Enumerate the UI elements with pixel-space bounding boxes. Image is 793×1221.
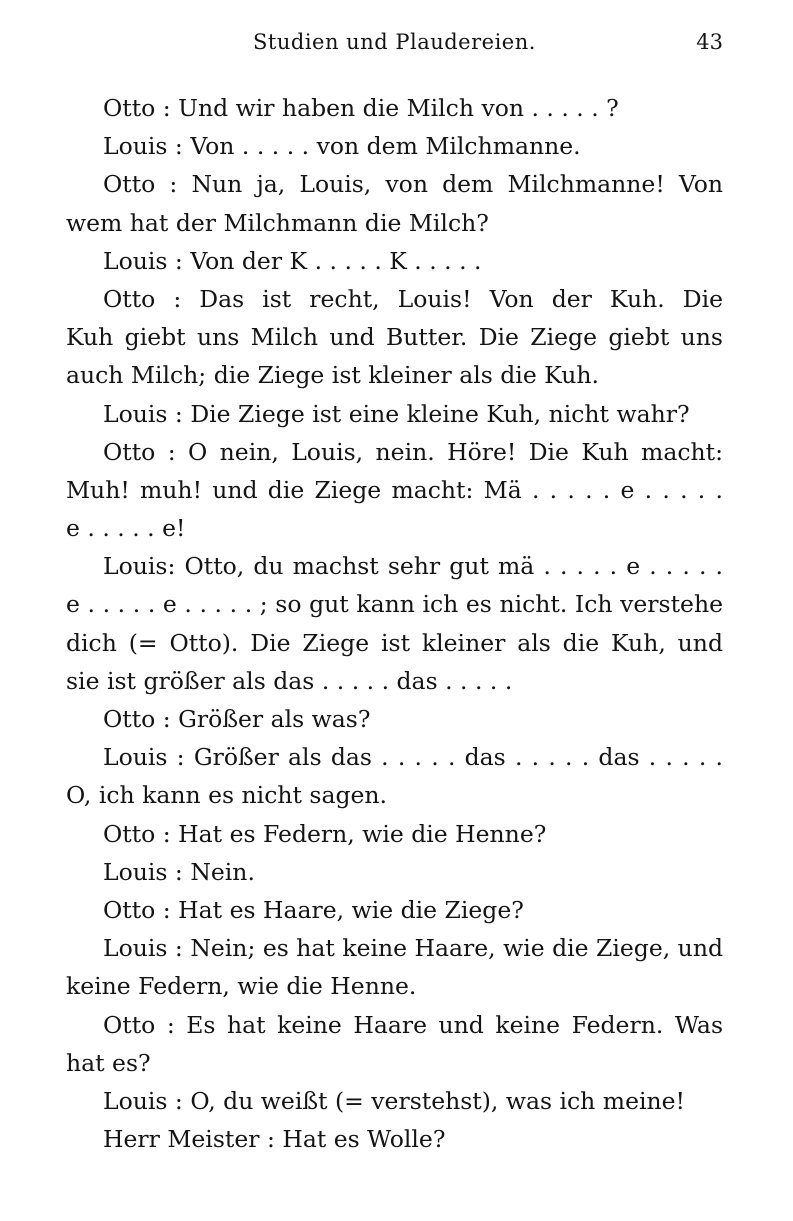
text-line: e . . . . . e! — [66, 514, 186, 543]
page-number: 43 — [696, 30, 723, 54]
text-line: Louis : Von der K . . . . . K . . . . . — [103, 246, 482, 275]
text-line: keine Federn, wie die Henne. — [66, 972, 417, 1001]
text-line: dich (= Otto). Die Ziege ist kleiner als die Kuh, und — [66, 628, 723, 657]
text-line: sie ist größer als das . . . . . das . . . . . — [66, 666, 513, 695]
text-line: Muh! muh! und die Ziege macht: Mä . . . . . e . . . . . — [66, 475, 723, 504]
text-line: Otto : Nun ja, Louis, von dem Milchmanne! Von — [103, 170, 723, 199]
text-line: Louis: Otto, du machst sehr gut mä . . . . . e . . . . . — [103, 552, 723, 581]
text-line: Otto : Das ist recht, Louis! Von der Kuh. Die — [103, 284, 723, 313]
dialogue-text — [66, 89, 723, 1158]
text-line: Louis : Von . . . . . von dem Milchmanne. — [103, 132, 581, 161]
text-line: Herr Meister : Hat es Wolle? — [103, 1125, 446, 1154]
running-title: Studien und Plaudereien. — [253, 30, 536, 54]
text-line: wem hat der Milchmann die Milch? — [66, 208, 489, 237]
running-head — [66, 30, 723, 66]
text-line: Kuh giebt uns Milch und Butter. Die Ziege giebt uns — [66, 323, 723, 352]
text-line: Otto : Hat es Haare, wie die Ziege? — [103, 895, 524, 924]
text-line: e . . . . . e . . . . . ; so gut kann ich es nicht. Ich verstehe — [66, 590, 723, 619]
text-line: Louis : Die Ziege ist eine kleine Kuh, nicht wahr? — [103, 399, 690, 428]
text-line: Otto : Hat es Federn, wie die Henne? — [103, 819, 547, 848]
text-line: Louis : Größer als das . . . . . das . . . . . das . . . . . — [103, 743, 723, 772]
text-line: Louis : Nein. — [103, 857, 255, 886]
text-line: Otto : Größer als was? — [103, 705, 371, 733]
text-line: hat es? — [66, 1048, 151, 1077]
text-line: Otto : O nein, Louis, nein. Höre! Die Kuh macht: — [103, 437, 723, 466]
text-line: Otto : Es hat keine Haare und keine Federn. Was — [103, 1010, 723, 1039]
text-line: O, ich kann es nicht sagen. — [66, 781, 388, 810]
text-line: Louis : O, du weißt (= verstehst), was ich meine! — [103, 1086, 685, 1115]
text-line: Otto : Und wir haben die Milch von . . . . . ? — [103, 94, 619, 122]
text-line: Louis : Nein; es hat keine Haare, wie die Ziege, und — [103, 934, 723, 963]
text-line: auch Milch; die Ziege ist kleiner als die Kuh. — [66, 361, 599, 390]
